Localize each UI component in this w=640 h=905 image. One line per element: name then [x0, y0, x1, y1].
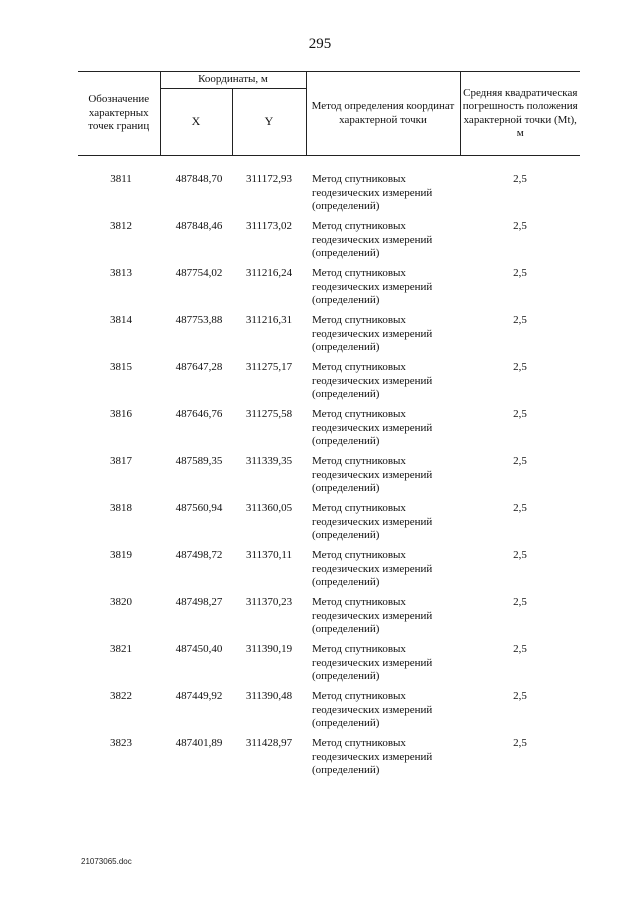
table-row — [78, 361, 580, 408]
header-point-designation: Обозначение характерных точек границ — [78, 72, 160, 156]
table-row — [78, 408, 580, 455]
y-coordinate-cell: 311370,11 — [246, 549, 292, 561]
y-coordinate-cell: 311216,31 — [245, 314, 293, 326]
method-cell: Метод спутниковых геодезических измерений (определений) — [312, 455, 433, 494]
table-body — [78, 156, 580, 785]
error-cell: 2,5 — [513, 455, 527, 467]
method-cell: Метод спутниковых геодезических измерений (определений) — [312, 173, 433, 212]
error-cell: 2,5 — [513, 314, 527, 326]
point-id-cell: 3814 — [110, 314, 132, 326]
method-cell: Метод спутниковых геодезических измерений (определений) — [312, 408, 433, 447]
table-row — [78, 737, 580, 784]
table-row — [78, 455, 580, 502]
error-cell: 2,5 — [513, 408, 527, 420]
table-row — [78, 596, 580, 643]
y-coordinate-cell: 311390,19 — [245, 643, 293, 655]
x-coordinate-cell: 487450,40 — [175, 643, 223, 655]
method-cell: Метод спутниковых геодезических измерений (определений) — [312, 502, 433, 541]
table-row — [78, 690, 580, 737]
method-cell: Метод спутниковых геодезических измерений (определений) — [312, 314, 433, 353]
error-cell: 2,5 — [513, 596, 527, 608]
header-error: Средняя квадратическая погрешность положения характерной точки (Mt), м — [460, 72, 580, 156]
y-coordinate-cell: 311173,02 — [246, 220, 292, 232]
error-cell: 2,5 — [513, 220, 527, 232]
header-coordinates: Координаты, м — [160, 72, 306, 89]
error-cell: 2,5 — [513, 502, 527, 514]
y-coordinate-cell: 311428,97 — [245, 737, 293, 749]
table-row — [78, 549, 580, 596]
y-coordinate-cell: 311360,05 — [245, 502, 293, 514]
method-cell: Метод спутниковых геодезических измерений (определений) — [312, 596, 433, 635]
point-id-cell: 3816 — [110, 408, 132, 420]
error-cell: 2,5 — [513, 549, 527, 561]
y-coordinate-cell: 311390,48 — [245, 690, 293, 702]
coordinates-table — [78, 71, 580, 784]
table-row — [78, 502, 580, 549]
header-y: Y — [232, 89, 306, 156]
method-cell: Метод спутниковых геодезических измерений (определений) — [312, 549, 433, 588]
point-id-cell: 3820 — [110, 596, 132, 608]
method-cell: Метод спутниковых геодезических измерений (определений) — [312, 737, 433, 776]
x-coordinate-cell: 487647,28 — [175, 361, 223, 373]
point-id-cell: 3815 — [110, 361, 132, 373]
error-cell: 2,5 — [513, 690, 527, 702]
table-row — [78, 314, 580, 361]
x-coordinate-cell: 487753,88 — [175, 314, 223, 326]
method-cell: Метод спутниковых геодезических измерений (определений) — [312, 361, 433, 400]
x-coordinate-cell: 487449,92 — [175, 690, 223, 702]
method-cell: Метод спутниковых геодезических измерений (определений) — [312, 643, 433, 682]
point-id-cell: 3812 — [110, 220, 132, 232]
table-row — [78, 220, 580, 267]
point-id-cell: 3822 — [110, 690, 132, 702]
y-coordinate-cell: 311275,17 — [245, 361, 293, 373]
point-id-cell: 3811 — [110, 173, 132, 185]
error-cell: 2,5 — [513, 267, 527, 279]
x-coordinate-cell: 487589,35 — [175, 455, 223, 467]
y-coordinate-cell: 311370,23 — [245, 596, 293, 608]
x-coordinate-cell: 487401,89 — [175, 737, 223, 749]
point-id-cell: 3823 — [110, 737, 132, 749]
error-cell: 2,5 — [513, 643, 527, 655]
error-cell: 2,5 — [513, 173, 527, 185]
x-coordinate-cell: 487498,27 — [175, 596, 223, 608]
page-number: 295 — [308, 36, 332, 52]
x-coordinate-cell: 487498,72 — [175, 549, 223, 561]
y-coordinate-cell: 311339,35 — [245, 455, 293, 467]
y-coordinate-cell: 311275,58 — [245, 408, 293, 420]
method-cell: Метод спутниковых геодезических измерений (определений) — [312, 267, 433, 306]
point-id-cell: 3817 — [110, 455, 132, 467]
table-row — [78, 173, 580, 220]
table-row — [78, 267, 580, 314]
point-id-cell: 3821 — [110, 643, 132, 655]
x-coordinate-cell: 487848,46 — [175, 220, 223, 232]
y-coordinate-cell: 311172,93 — [246, 173, 292, 185]
point-id-cell: 3818 — [110, 502, 132, 514]
x-coordinate-cell: 487848,70 — [175, 173, 223, 185]
error-cell: 2,5 — [513, 737, 527, 749]
method-cell: Метод спутниковых геодезических измерений (определений) — [312, 220, 433, 259]
x-coordinate-cell: 487646,76 — [175, 408, 223, 420]
x-coordinate-cell: 487754,02 — [175, 267, 223, 279]
x-coordinate-cell: 487560,94 — [175, 502, 223, 514]
method-cell: Метод спутниковых геодезических измерений (определений) — [312, 690, 433, 729]
header-x: X — [160, 89, 232, 156]
header-method: Метод определения координат характерной точки — [306, 72, 460, 156]
table-row — [78, 643, 580, 690]
point-id-cell: 3813 — [110, 267, 132, 279]
footer-filename: 21073065.doc — [81, 857, 132, 866]
y-coordinate-cell: 311216,24 — [245, 267, 293, 279]
error-cell: 2,5 — [513, 361, 527, 373]
point-id-cell: 3819 — [110, 549, 132, 561]
